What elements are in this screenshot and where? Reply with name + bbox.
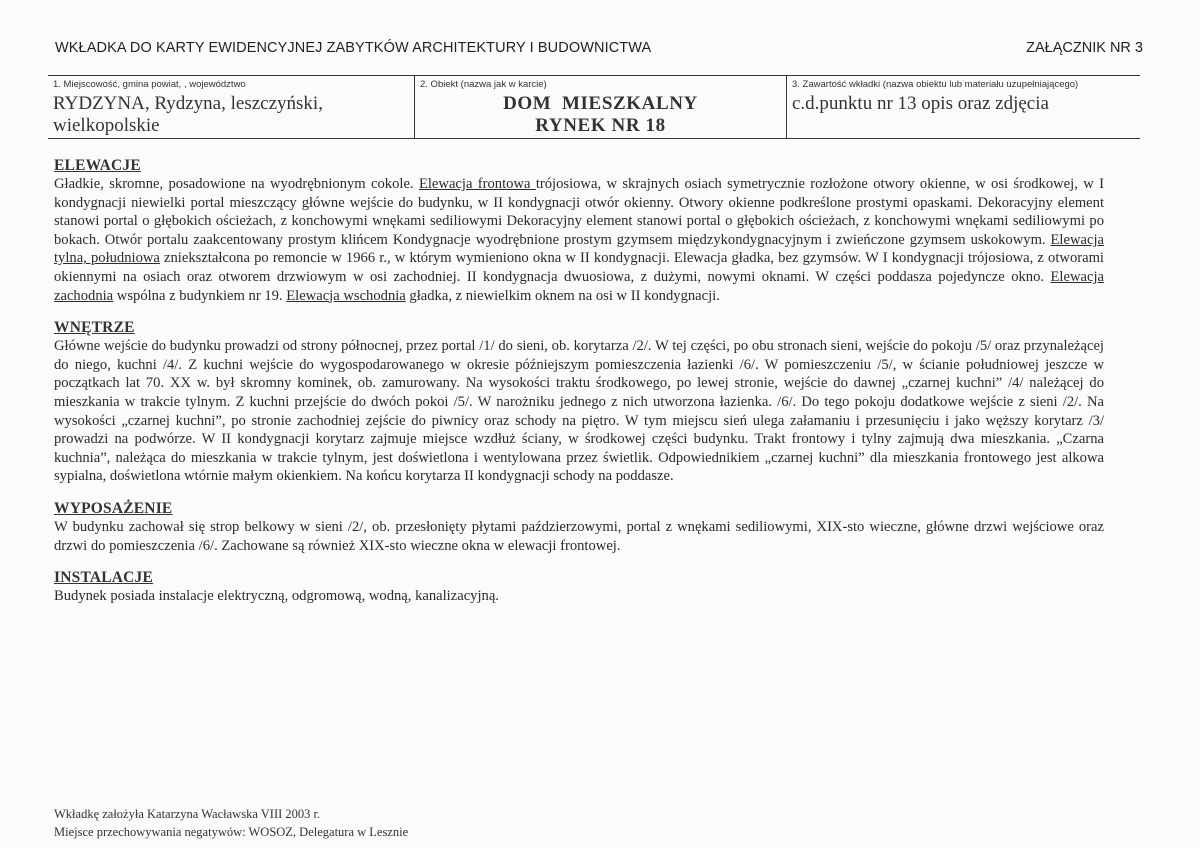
location-line-1: RYDZYNA, Rydzyna, leszczyński, [53, 93, 323, 114]
location-caption: 1. Miejscowość, gmina powiat, , województwo [53, 79, 246, 90]
section-wnetrze [54, 318, 1104, 486]
negatives-location: Miejsce przechowywania negatywów: WOSOZ, Delegatura w Lesznie [54, 825, 409, 839]
section-text: Budynek posiada instalacje elektryczną, odgromową, wodną, kanalizacyjną. [54, 588, 499, 605]
text-run: trójosiowa, w skrajnych osiach symetrycznie rozłożone otwory okienne, w osi środkowej, w I kondygnacji niewielki portal mieszczący główne wejście do budynku, w II kondygnacji otwór okienny. Otwory okienne podkreślone prostymi opaskami. Dekoracyjny element stanowi portal o głębokich ościeżach, z konchowymi wnękami sediliowymi Dekoracyjny element stanowi portal o głębokich ościeżach, z konchowymi wnękami sediliowymi po bokach. Otwór portalu zaakcentowany prostym klińcem Kondygnacje wyodrębnione prostym gzymsem międzykondygnacyjnym i zwieńczone gzymsem uskokowym. [54, 176, 1104, 248]
section-text: W budynku zachował się strop belkowy w sieni /2/, ob. przesłonięty płytami paździerzowymi, portal z wnękami sediliowymi, XIX-sto wieczne, główne drzwi wejściowe oraz drzwi do pomieszczenia /6/. Zachowane są również XIX-sto wieczne okna w elewacji frontowej. [54, 518, 1104, 554]
section-heading: INSTALACJE [54, 569, 154, 587]
section-heading: ELEWACJE [54, 157, 141, 174]
section-heading: WYPOSAŻENIE [54, 499, 173, 517]
section-wyposazenie [54, 499, 1104, 555]
form-title: WKŁADKA DO KARTY EWIDENCYJNEJ ZABYTKÓW ARCHITEKTURY I BUDOWNICTWA [55, 40, 652, 56]
location-line-2: wielkopolskie [53, 115, 160, 136]
underlined-term: Elewacja zachodnia [54, 268, 1104, 304]
contents-value: c.d.punktu nr 13 opis oraz zdjęcia [792, 93, 1049, 114]
attachment-number: ZAŁĄCZNIK NR 3 [1026, 40, 1143, 56]
author-note: Wkładkę założyła Katarzyna Wacławska VIII 2003 r. [54, 807, 321, 821]
section-text: Główne wejście do budynku prowadzi od strony północnej, przez portal /1/ do sieni, ob. korytarza /2/. W tej części, po obu stronach sieni, wejście do pokoju /5/ oraz przynależącej do niego, kuchni /4/. Z kuchni wejście do wygospodarowanego w okresie późniejszym pomieszczenia łazienki /6/. W pomieszczeniu /5/, w ścianie południowej jeszcze w początkach lat 70. XX w. był skromny kominek, ob. zamurowany. Na wysokości traktu środkowego, po lewej stronie, wejście do dawnej „czarnej kuchni” /4/ należącej do mieszkania w trakcie tylnym. Z kuchni przejście do dwóch pokoi /5/. W narożniku jednego z nich utworzona łazienka. /6/. Do tego pokoju dodatkowe wejście z sieni /2/. Na wysokości „czarnej kuchni”, po stronie zachodniej zejście do piwnicy oraz schody na piętro. W tym miejscu sień ulega załamaniu i przesunięciu i jako węższy korytarz /3/ prowadzi na podwórze. W II kondygnacji korytarz zajmuje miejsce wzdłuż ściany, w środkowej części budynku. Trakt frontowy i tylny zajmują dwa mieszkania. „Czarna kuchnia”, należąca do mieszkania w trakcie tylnym, jest doświetlona i wentylowana przez świetlik. Odpowiednikiem „czarnej kuchni” dla mieszkania frontowego jest alkowa sypialna, doświetlona wtórnie małym okienkiem. Na końcu korytarza II kondygnacji schody na poddasze. [54, 338, 1104, 485]
underlined-term: Elewacja wschodnia [286, 287, 406, 304]
header-table [48, 75, 1140, 139]
object-cell [414, 76, 786, 138]
object-caption: 2. Obiekt (nazwa jak w karcie) [420, 79, 547, 90]
section-text [54, 175, 1104, 305]
text-run: Gładkie, skromne, posadowione na wyodrębnionym cokole. [54, 176, 419, 192]
section-heading: WNĘTRZE [54, 319, 135, 337]
text-run: wspólna z budynkiem nr 19. [113, 287, 287, 304]
object-line-1: DOM MIESZKALNY [503, 93, 698, 114]
footer [54, 805, 408, 841]
object-line-2: RYNEK NR 18 [535, 115, 666, 136]
document-body [54, 156, 1104, 619]
contents-cell [786, 76, 1140, 138]
underlined-term: Elewacja frontowa [418, 176, 536, 192]
location-value [53, 93, 323, 137]
section-instalacje [54, 568, 1104, 606]
contents-caption: 3. Zawartość wkładki (nazwa obiektu lub materiału uzupełniającego) [792, 79, 1079, 90]
text-run: zniekształcona po remoncie w 1966 r., w którym wymieniono okna w II kondygnacji. Elewacja gładka, bez gzymsów. W I kondygnacji trójosiowa, z otworami okiennymi na osiach oraz otworem drzwiowym w osi zachodniej. II kondygnacja dwuosiowa, z dużymi, nowymi oknami. W części poddasza pojedyncze okno. [54, 250, 1104, 285]
object-value [415, 93, 786, 137]
location-cell [48, 76, 414, 138]
text-run: gładka, z niewielkim oknem na osi w II kondygnacji. [405, 287, 720, 304]
section-elewacje [54, 156, 1104, 305]
underlined-term: Elewacja tylna, południowa [54, 231, 1104, 267]
